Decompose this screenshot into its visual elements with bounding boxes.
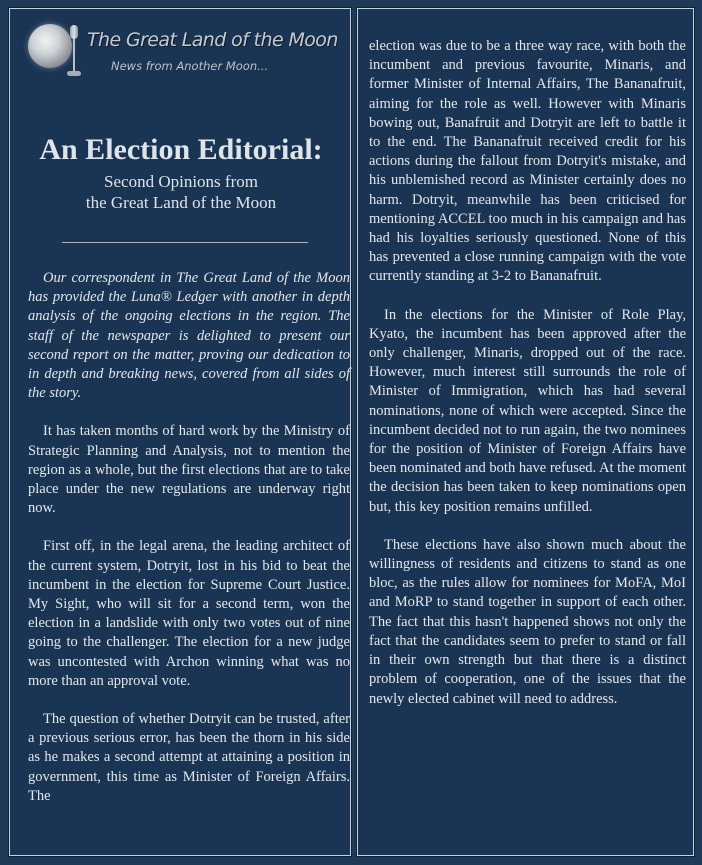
masthead-subtitle: News from Another Moon... bbox=[111, 59, 269, 73]
paragraph-1: It has taken months of hard work by the Ministry of Strategic Planning and Analysis, not to mention the region as a whole, but the first elections that are to take place under the new regulations are underway right now. bbox=[28, 423, 350, 517]
subheadline-line-1: Second Opinions from bbox=[104, 172, 258, 191]
subheadline-line-2: the Great Land of the Moon bbox=[85, 193, 277, 212]
article-subheadline bbox=[10, 171, 352, 213]
paragraph-4: In the elections for the Minister of Role Play, Kyato, the incumbent has been approved after the only challenger, Minaris, dropped out of the race. However, much interest still surrounds the role of Minister of Immigration, which has had several nominations, none of which were accepted. Since the incumbent decided not to run again, the two nominees for the position of Minister of Foreign Affairs have been nominated and both have refused. At the moment the decision has been taken to keep nominations open but, this key position remains unfilled. bbox=[369, 306, 686, 515]
right-column-body bbox=[369, 37, 686, 728]
masthead bbox=[19, 15, 343, 85]
paragraph-3-continued: election was due to be a three way race, with both the incumbent and previous favourite, Minaris, and former Minister of Internal Affairs, The Bananafruit, aiming for the role as well. However with Minaris bowing out, Banafruit and Dotryit are left to battle it to the end. The Bananafruit received credit for his actions during the fallout from Dotryit's mistake, and his unblemished record as Minister certainly does no harm. Dotryit, meanwhile has been criticised for mentioning ACCEL too much in his campaign and has had his loyalties seriously questioned. None of this has prevented a close running campaign with the vote currently standing at 3-2 to Bananafruit. bbox=[369, 38, 686, 285]
moon-icon bbox=[28, 24, 72, 68]
left-column-body bbox=[28, 269, 350, 825]
intro-paragraph: Our correspondent in The Great Land of the Moon has provided the Luna® Ledger with another in depth analysis of the ongoing elections in the region. The staff of the newspaper is delighted to present our second report on the matter, proving our dedication to in depth and breaking news, covered from all sides of the story. bbox=[28, 270, 350, 402]
paragraph-2: First off, in the legal arena, the leading architect of the current system, Dotryit, lost in his bid to beat the incumbent in the election for Supreme Court Justice. My Sight, who will sit for a second term, won the election in a landslide with only two votes out of nine going to the challenger. The election for a new judge was uncontested with Archon winning what was no more than an approval vote. bbox=[28, 538, 350, 689]
masthead-title: The Great Land of the Moon bbox=[87, 29, 338, 51]
divider bbox=[62, 242, 308, 243]
article-headline: An Election Editorial: bbox=[39, 133, 323, 166]
paragraph-3: The question of whether Dotryit can be trusted, after a previous serious error, has been the thorn in his side as he makes a second attempt at attaining a position in government, this time as Minister of Foreign Affairs. The bbox=[28, 711, 350, 804]
paragraph-5: These elections have also shown much about the willingness of residents and citizens to stand as one bloc, as the rules allow for nominees for MoFA, MoI and MoRP to stand together in support of each other. The fact that this hasn't happened shows not only the fact that the candidates seem to prefer to stand or fall in their own strength but that there is a distinct problem of cooperation, one of the issues that the newly elected cabinet will need to address. bbox=[369, 536, 686, 707]
microphone-icon bbox=[67, 25, 81, 81]
left-column bbox=[9, 8, 351, 856]
right-column bbox=[357, 8, 694, 856]
